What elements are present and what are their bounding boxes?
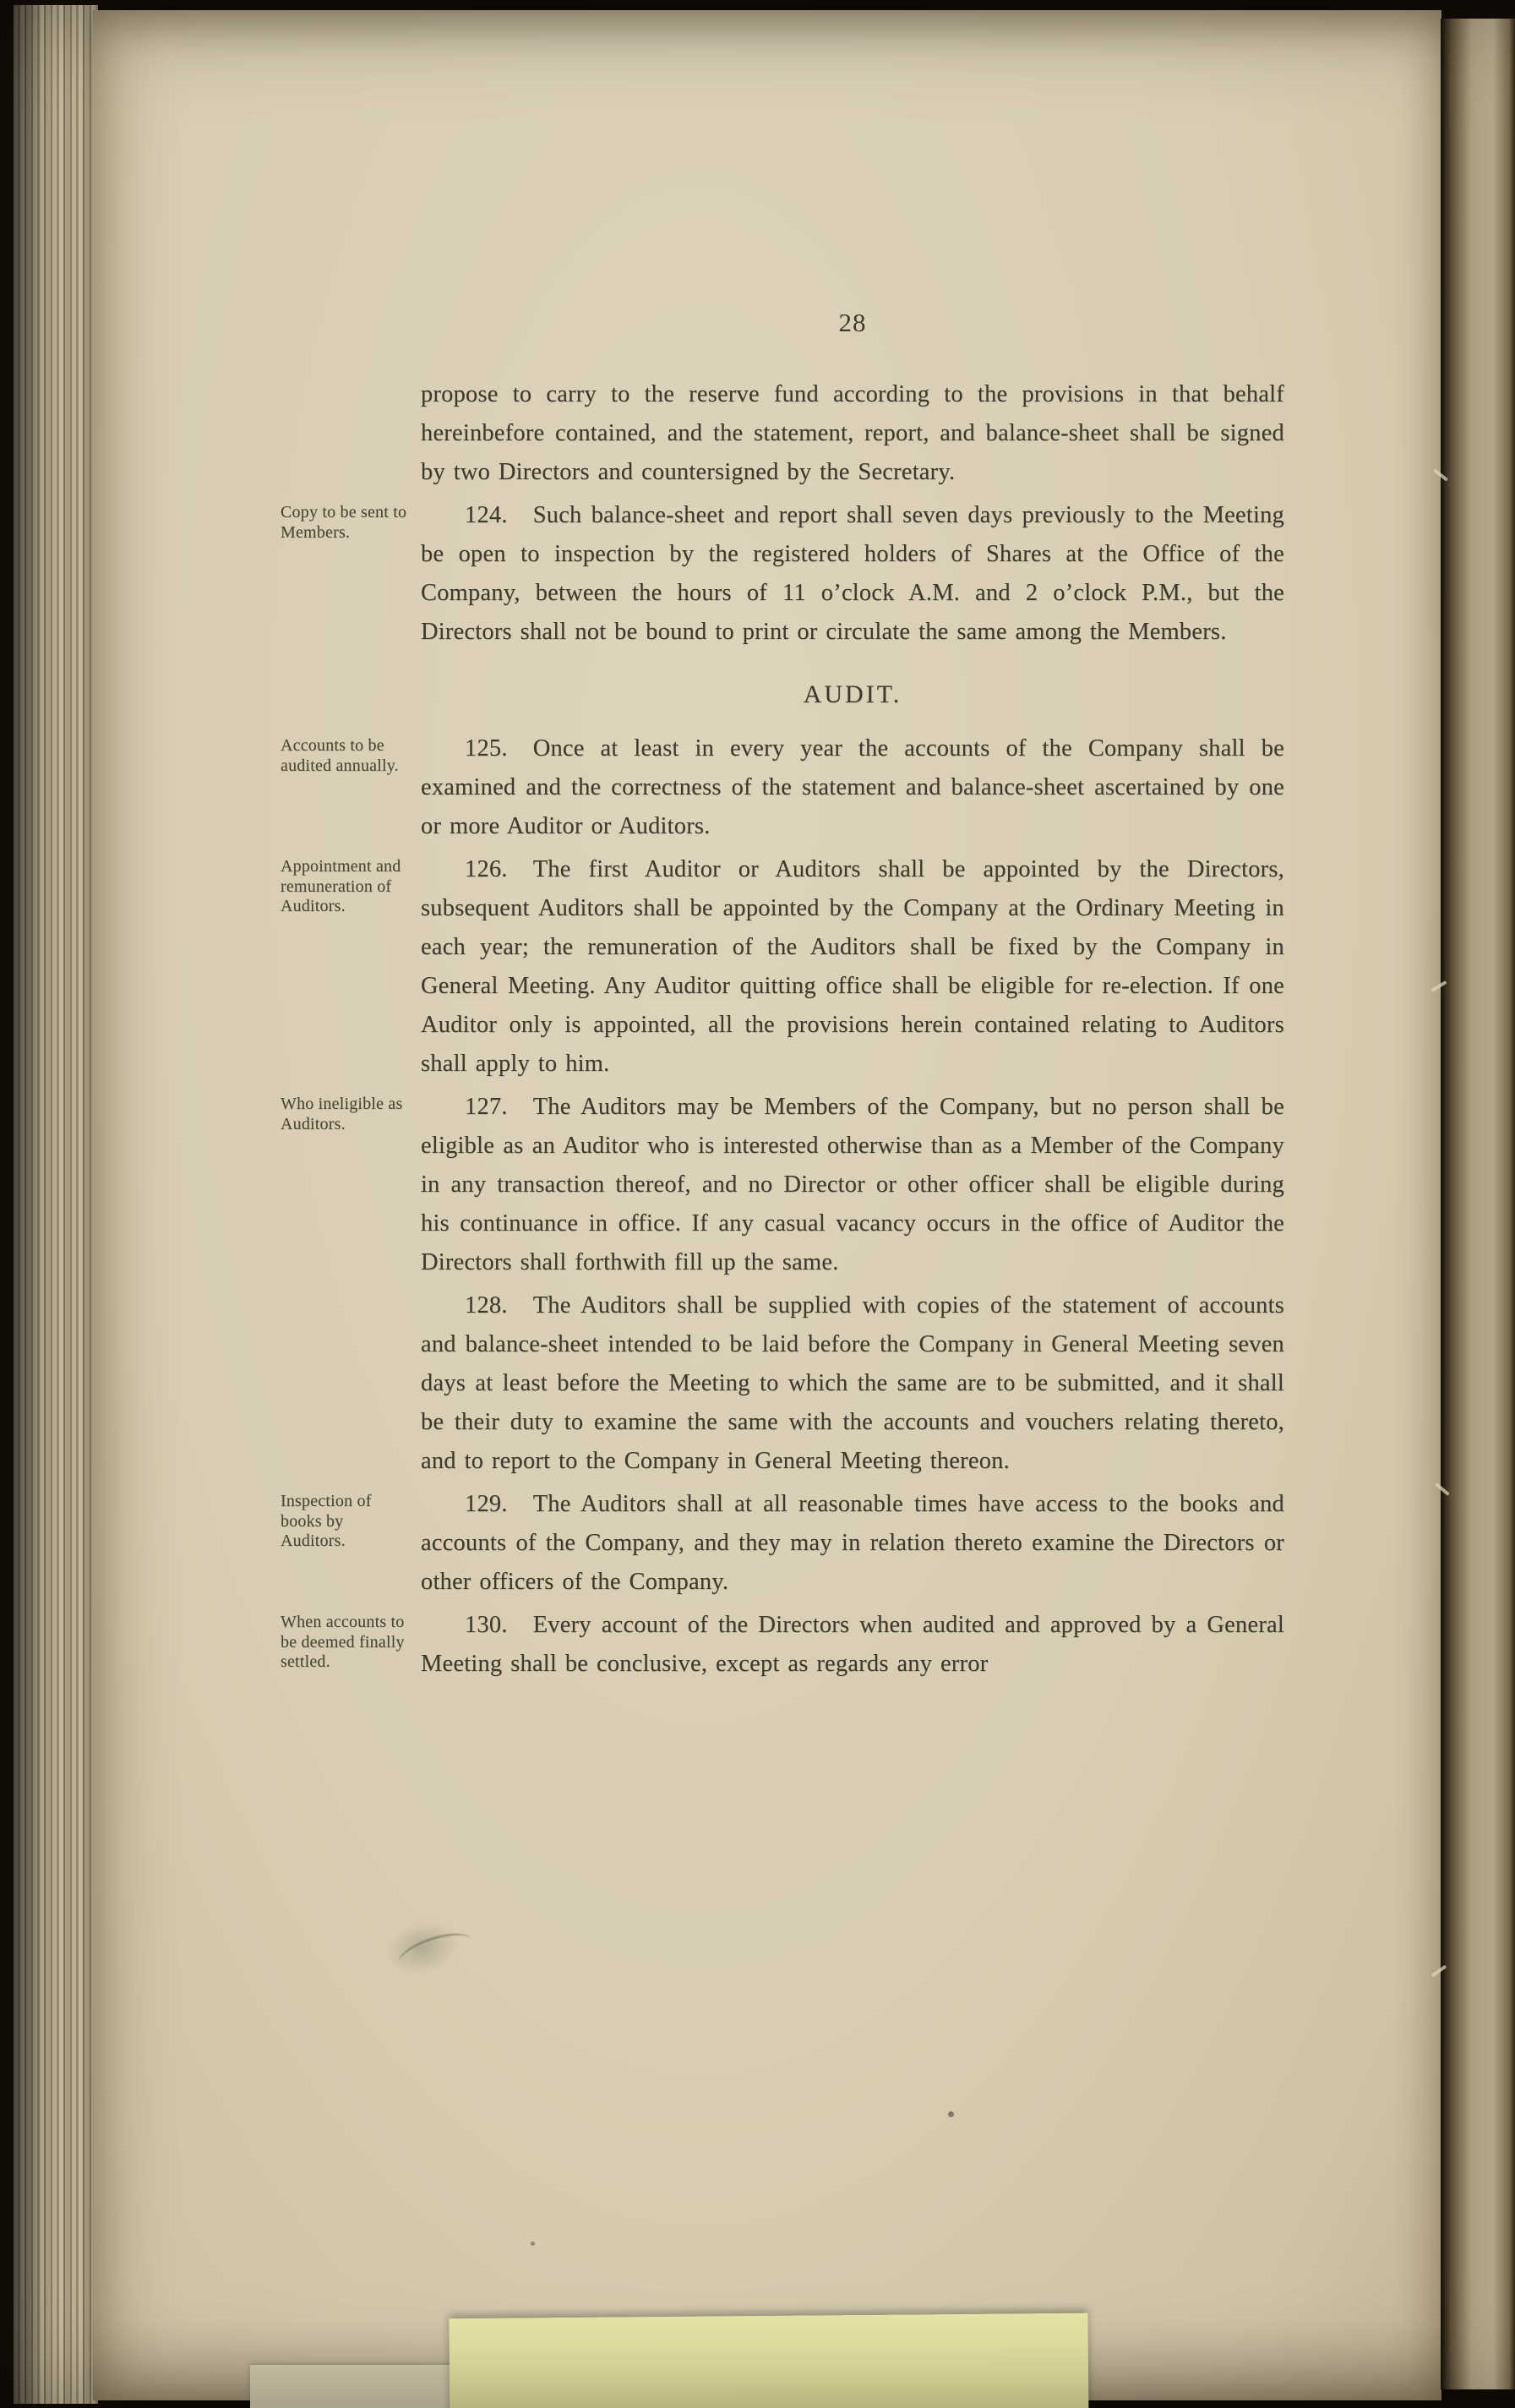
sticky-note	[449, 2313, 1088, 2408]
paragraph-text-130: Every account of the Directors when audited and approved by a General Meeting shall be conclusive, except as regards any error	[421, 1612, 1284, 1677]
intro-paragraph: propose to carry to the reserve fund according to the provisions in that behalf hereinbefore contained, and the statement, report, and balance-sheet shall be signed by two Directors and countersigned by the Secretary.	[421, 381, 1284, 485]
paragraph-129	[421, 1485, 1284, 1602]
paragraph-text-125: Once at least in every year the accounts of the Company shall be examined and the correctness of the statement and balance-sheet ascertained by one or more Auditor or Auditors.	[421, 735, 1284, 839]
paragraph-126	[421, 850, 1284, 1084]
paragraph-block-126	[281, 850, 1284, 1084]
margin-note-126: Appointment and remuneration of Auditors.	[281, 857, 401, 915]
margin-note-130: When accounts to be deemed finally settled.	[281, 1613, 405, 1671]
margin-note-127: Who ineligible as Auditors.	[281, 1095, 403, 1133]
paragraph-block-125	[281, 729, 1284, 846]
paragraph-number-126: 126.	[465, 856, 508, 882]
paragraph-block-124	[281, 496, 1284, 652]
paragraph-block-129	[281, 1485, 1284, 1602]
section-heading-audit: AUDIT.	[803, 680, 902, 708]
paragraph-number-125: 125.	[465, 735, 508, 762]
paragraph-text-126: The first Auditor or Auditors shall be appointed by the Directors, subsequent Auditors shall be appointed by the Company at the Ordinary Meeting in each year; the remuneration of the Auditors shall be fixed by the Company in General Meeting. Any Auditor quitting office shall be eligible for re-election. If one Auditor only is appointed, all the provisions herein contained relating to Auditors shall apply to him.	[421, 856, 1284, 1077]
paragraph-127	[421, 1088, 1284, 1282]
page-content	[281, 308, 1284, 1684]
paragraph-block-130	[281, 1606, 1284, 1684]
margin-note-124: Copy to be sent to Members.	[281, 503, 407, 542]
paragraph-text-129: The Auditors shall at all reasonable times have access to the books and accounts of the Company, and they may in relation thereto examine the Directors or other officers of the Company.	[421, 1491, 1284, 1595]
paragraph-number-124: 124.	[465, 502, 508, 528]
paragraph-text-124: Such balance-sheet and report shall seven days previously to the Meeting be open to inspection by the registered holders of Shares at the Office of the Company, between the hours of 11 o’clock A.M. and 2 o’clock P.M., but the Directors shall not be bound to print or circulate the same among the Members.	[421, 502, 1284, 645]
book-page	[93, 10, 1441, 2400]
paragraph-125	[421, 729, 1284, 846]
paragraph-block-128	[421, 1286, 1284, 1481]
margin-note-125: Accounts to be audited annually.	[281, 736, 399, 775]
paragraph-number-130: 130.	[465, 1612, 508, 1638]
page-number: 28	[838, 308, 867, 337]
paragraph-text-128: The Auditors shall be supplied with copies of the statement of accounts and balance-sheet intended to be laid before the Company in General Meeting seven days at least before the Meeting to which the same are to be submitted, and it shall be their duty to examine the same with the accounts and vouchers relating thereto, and to report to the Company in General Meeting thereon.	[421, 1292, 1284, 1474]
paragraph-block-127	[281, 1088, 1284, 1282]
paper-strip	[250, 2365, 461, 2408]
next-page-edge	[1441, 19, 1515, 2389]
paragraph-128	[421, 1286, 1284, 1481]
paragraph-text-127: The Auditors may be Members of the Company, but no person shall be eligible as an Auditor who is interested otherwise than as a Member of the Company in any transaction thereof, and no Director or other officer shall be eligible during his continuance in office. If any casual vacancy occurs in the office of Auditor the Directors shall forthwith fill up the same.	[421, 1094, 1284, 1275]
paragraph-number-127: 127.	[465, 1094, 508, 1120]
paragraph-number-129: 129.	[465, 1491, 508, 1517]
paragraph-number-128: 128.	[465, 1292, 508, 1319]
margin-note-129: Inspection of books by Auditors.	[281, 1492, 372, 1550]
paragraph-130	[421, 1606, 1284, 1684]
page-stack-left-edge	[14, 5, 98, 2404]
paragraph-124	[421, 496, 1284, 652]
